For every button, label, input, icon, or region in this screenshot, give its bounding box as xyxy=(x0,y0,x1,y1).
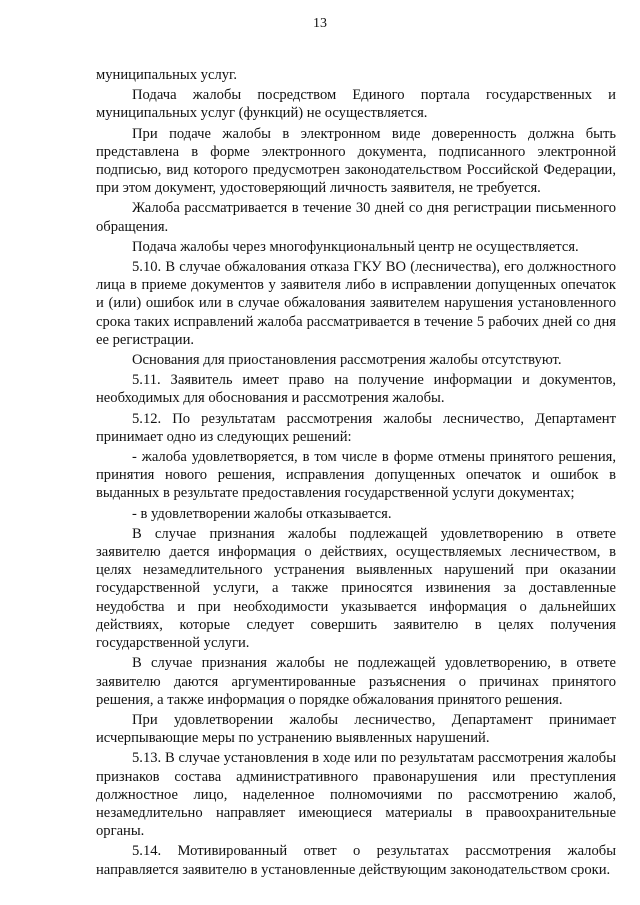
paragraph: 5.14. Мотивированный ответ о результатах рассмотрения жалобы направляется заявителю в установленные действующим законодательством сроки. xyxy=(96,843,616,878)
paragraph: 5.11. Заявитель имеет право на получение информации и документов, необходимых для обоснования и рассмотрения жалобы. xyxy=(96,372,616,407)
paragraph: В случае признания жалобы подлежащей удовлетворению в ответе заявителю дается информация о действиях, осуществляемых лесничеством, в целях незамедлительного устранения выявленных нарушений при оказании государственной услуги, а также приносятся извинения за доставленные неудобства и при необходимости указывается информация о дальнейших действиях, которые следует совершить заявителю в целях получения государственной услуги. xyxy=(96,525,616,652)
paragraph: При удовлетворении жалобы лесничество, Департамент принимает исчерпывающие меры по устранению выявленных нарушений. xyxy=(96,711,616,747)
paragraph: Подача жалобы через многофункциональный центр не осуществляется. xyxy=(132,238,579,255)
paragraph: - жалоба удовлетворяется, в том числе в форме отмены принятого решения, принятия нового решения, исправления допущенных опечаток и ошибок в выданных в результате предоставления государственной услуги документах; xyxy=(96,449,616,502)
paragraph: 5.10. В случае обжалования отказа ГКУ ВО (лесничества), его должностного лица в приеме документов у заявителя либо в исправлении допущенных опечаток и (или) ошибок или в случае обжалования заявителем нарушения установленного срока таких исправлений жалоба рассматривается в течение 5 рабочих дней со дня ее регистрации. xyxy=(96,259,616,348)
paragraph: 5.13. В случае установления в ходе или по результатам рассмотрения жалобы признаков состава административного правонарушения или преступления должностное лицо, наделенное полномочиями по рассмотрению жалоб, незамедлительно направляет имеющиеся материалы в правоохранительные органы. xyxy=(96,750,616,840)
paragraph: муниципальных услуг. xyxy=(96,67,238,83)
paragraph: 5.12. По результатам рассмотрения жалобы лесничество, Департамент принимает одно из следующих решений: xyxy=(96,410,616,445)
document-body xyxy=(96,66,616,881)
paragraph: При подаче жалобы в электронном виде доверенность должна быть представлена в форме электронного документа, подписанного электронной подписью, вид которого предусмотрен законодательством Российской Федерации, при этом документ, удостоверяющий личность заявителя, не требуется. xyxy=(96,125,616,197)
paragraph: Жалоба рассматривается в течение 30 дней со дня регистрации письменного обращения. xyxy=(96,200,616,235)
paragraph: Основания для приостановления рассмотрения жалобы отсутствуют. xyxy=(132,352,562,369)
paragraph: - в удовлетворении жалобы отказывается. xyxy=(132,505,392,522)
page-number: 13 xyxy=(313,16,327,31)
paragraph: Подача жалобы посредством Единого портала государственных и муниципальных услуг (функций) не осуществляется. xyxy=(96,87,616,122)
paragraph: В случае признания жалобы не подлежащей удовлетворению, в ответе заявителю даются аргументированные разъяснения о причинах принятого решения, а также информация о порядке обжалования принятого решения. xyxy=(96,655,616,708)
